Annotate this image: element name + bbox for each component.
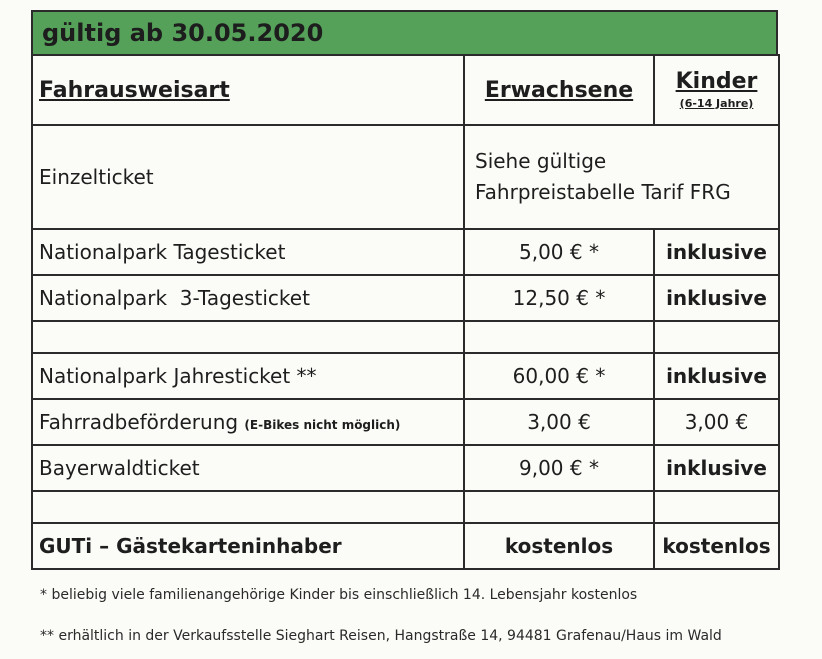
child-price-cell: inklusive <box>654 229 779 275</box>
empty-cell <box>654 321 779 353</box>
ticket-type-cell: GUTi – Gästekarteninhaber <box>32 523 464 569</box>
header-adults: Erwachsene <box>464 55 654 125</box>
child-price-cell: kostenlos <box>654 523 779 569</box>
header-ticket-type: Fahrausweisart <box>32 55 464 125</box>
empty-row <box>32 491 779 523</box>
empty-row <box>32 321 779 353</box>
empty-cell <box>32 321 464 353</box>
child-price-cell: inklusive <box>654 275 779 321</box>
ticket-type-cell: Nationalpark 3-Tagesticket <box>32 275 464 321</box>
adult-price-cell: 9,00 € * <box>464 445 654 491</box>
header-children-age: (6-14 Jahre) <box>679 96 754 110</box>
adult-price-cell: kostenlos <box>464 523 654 569</box>
ticket-type-cell <box>32 399 464 445</box>
adult-price-cell <box>464 125 779 229</box>
validity-date: gültig ab 30.05.2020 <box>42 19 324 47</box>
adult-price-cell: 60,00 € * <box>464 353 654 399</box>
ticket-type-cell: Nationalpark Jahresticket ** <box>32 353 464 399</box>
table-row <box>32 445 779 491</box>
table-row <box>32 399 779 445</box>
ticket-type-note: (E-Bikes nicht möglich) <box>244 418 401 432</box>
table-row <box>32 353 779 399</box>
table-row <box>32 229 779 275</box>
ticket-type-cell: Bayerwaldticket <box>32 445 464 491</box>
adult-price-cell: 12,50 € * <box>464 275 654 321</box>
adult-price-line-2: Fahrpreistabelle Tarif FRG <box>475 180 731 204</box>
fare-sheet <box>31 10 778 570</box>
adult-price-cell: 5,00 € * <box>464 229 654 275</box>
ticket-type-label: Fahrradbeförderung <box>39 410 239 434</box>
validity-banner <box>31 10 778 54</box>
header-children-label: Kinder <box>675 69 758 95</box>
fare-table <box>31 54 780 570</box>
child-price-cell: inklusive <box>654 445 779 491</box>
empty-cell <box>654 491 779 523</box>
child-price-cell: 3,00 € <box>654 399 779 445</box>
empty-cell <box>464 321 654 353</box>
footnote-children: * beliebig viele familienangehörige Kinder bis einschließlich 14. Lebensjahr kostenlos <box>40 587 638 603</box>
child-price-cell: inklusive <box>654 353 779 399</box>
footnote-sales-point: ** erhältlich in der Verkaufsstelle Sieghart Reisen, Hangstraße 14, 94481 Grafenau/Haus im Wald <box>40 628 722 644</box>
table-row <box>32 125 779 229</box>
header-children <box>654 55 779 125</box>
adult-price-cell: 3,00 € <box>464 399 654 445</box>
empty-cell <box>464 491 654 523</box>
table-header-row <box>32 55 779 125</box>
empty-cell <box>32 491 464 523</box>
adult-price-line-1: Siehe gültige <box>475 149 607 173</box>
ticket-type-cell: Nationalpark Tagesticket <box>32 229 464 275</box>
table-row <box>32 275 779 321</box>
table-row <box>32 523 779 569</box>
ticket-type-cell: Einzelticket <box>32 125 464 229</box>
